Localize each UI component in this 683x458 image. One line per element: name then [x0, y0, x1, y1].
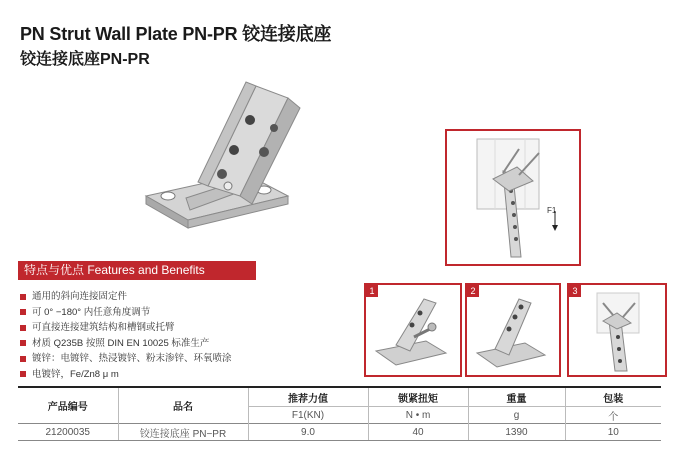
page-subtitle: 铰连接底座PN-PR — [20, 51, 150, 68]
cell-load: 9.0 — [248, 424, 368, 441]
installation-diagram — [445, 129, 581, 266]
unit-load: F1(KN) — [248, 407, 368, 424]
header-product-code: 产品编号 — [18, 387, 118, 424]
table-row — [18, 424, 661, 441]
feature-item — [20, 367, 232, 383]
bullet-icon — [20, 356, 26, 362]
page-title: PN Strut Wall Plate PN-PR 铰连接底座 — [20, 24, 332, 44]
feature-item — [20, 289, 232, 305]
step-2-badge: 2 — [467, 285, 479, 297]
feature-text: 可直接连接建筑结构和槽钢或托臂 — [32, 322, 175, 333]
feature-item — [20, 305, 232, 321]
feature-text: 可 0° −180° 内任意角度调节 — [32, 306, 151, 318]
header-torque: 锁紧扭矩 — [368, 387, 468, 407]
product-image — [138, 78, 310, 238]
feature-item — [20, 336, 232, 352]
cell-weight: 1390 — [468, 424, 565, 441]
header-weight: 重量 — [468, 387, 565, 407]
cell-package: 10 — [565, 424, 661, 441]
step-2-diagram — [465, 283, 561, 377]
feature-text: 通用的斜向连接固定件 — [32, 291, 128, 302]
features-heading: 特点与优点 Features and Benefits — [18, 261, 256, 280]
feature-text: 材质 Q235B 按照 DIN EN 10025 标准生产 — [32, 337, 210, 349]
header-product-name: 品名 — [118, 387, 248, 424]
step-3-diagram — [567, 283, 667, 377]
cell-product-name: 铰连接底座 PN−PR — [118, 424, 248, 441]
header-package: 包装 — [565, 387, 661, 407]
step-3-badge: 3 — [569, 285, 581, 297]
unit-torque: N • m — [368, 407, 468, 424]
feature-text: 电镀锌，Fe/Zn8 μ m — [32, 368, 119, 380]
cell-torque: 40 — [368, 424, 468, 441]
bullet-icon — [20, 371, 26, 377]
feature-item — [20, 351, 232, 367]
unit-weight: g — [468, 407, 565, 424]
step-1-diagram — [364, 283, 462, 377]
table-header-row — [18, 387, 661, 407]
bullet-icon — [20, 309, 26, 315]
cell-product-code: 21200035 — [18, 424, 118, 441]
step-1-badge: 1 — [366, 285, 378, 297]
bullet-icon — [20, 294, 26, 300]
feature-item — [20, 320, 232, 336]
bullet-icon — [20, 325, 26, 331]
force-label: F1 — [547, 206, 557, 215]
spec-table — [18, 386, 661, 441]
unit-package: 个 — [565, 407, 661, 424]
features-list — [20, 289, 232, 382]
header-recommended-load: 推荐力值 — [248, 387, 368, 407]
feature-text: 镀锌：电镀锌、热浸镀锌、粉末渗锌、环氧喷涂 — [32, 353, 232, 364]
bullet-icon — [20, 340, 26, 346]
